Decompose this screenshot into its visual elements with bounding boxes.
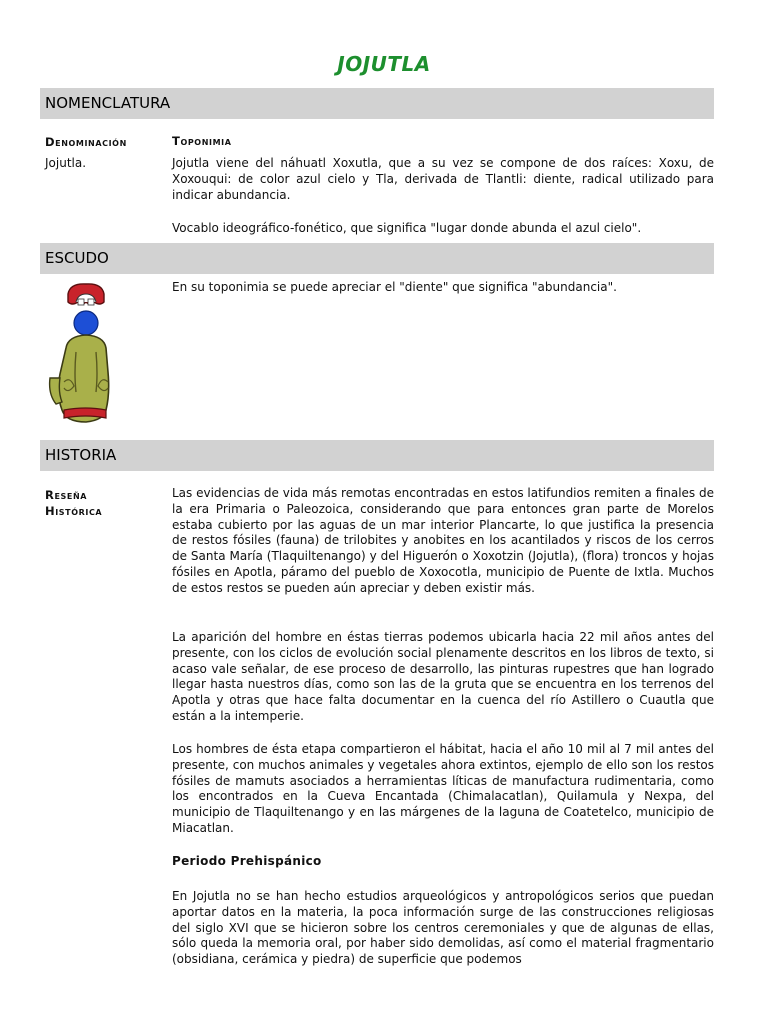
toponimia-label: Toponimia bbox=[172, 134, 232, 148]
toponimia-paragraph-2: Vocablo ideográfico-fonético, que significa "lugar donde abunda el azul cielo". bbox=[172, 221, 642, 235]
escudo-description: En su toponimia se puede apreciar el "diente" que significa "abundancia". bbox=[172, 280, 617, 294]
page-title: JOJUTLA bbox=[337, 52, 431, 76]
resena-historica-label bbox=[45, 487, 102, 519]
jojutla-glyph-icon bbox=[46, 282, 110, 430]
denominacion-value: Jojutla. bbox=[45, 156, 87, 170]
prehispanico-paragraph: En Jojutla no se han hecho estudios arqueológicos y antropológicos serios que puedan aportar datos en la materia, la poca información surge de las construcciones religiosas del siglo XVI que se hicieron sobre los centros ceremoniales y que de algunas de ellas, sólo queda la memoria oral, por haber sido demolidas, así como el material fragmentario (obsidiana, cerámica y piedra) de superficie que podemos bbox=[172, 889, 714, 967]
historia-paragraph-3: Los hombres de ésta etapa compartieron el hábitat, hacia el año 10 mil al 7 mil antes del presente, con muchos animales y vegetales ahora extintos, ejemplo de ello son los restos fósiles de mamuts asociados a herramientas líticas de manufactura rudimentaria, como los encontrados en la Cueva Encantada (Chimalacatlan), Quilamula y Nexpa, del municipio de Tlaquiltenango y en las márgenes de la laguna de Coatetelco, municipio de Miacatlan. bbox=[172, 742, 714, 835]
toponimia-paragraph-1: Jojutla viene del náhuatl Xoxutla, que a su vez se compone de dos raíces: Xoxu, de Xoxouqui: de color azul cielo y Tla, derivada de Tlantli: diente, radical utilizado para indicar abundancia. bbox=[172, 156, 714, 202]
subheading-periodo-prehispanico: Periodo Prehispánico bbox=[172, 854, 322, 868]
denominacion-label: Denominación bbox=[45, 135, 127, 149]
resena-label-line2: Histórica bbox=[45, 504, 103, 518]
section-header-historia: HISTORIA bbox=[40, 440, 714, 471]
historia-paragraph-2: La aparición del hombre en éstas tierras podemos ubicarla hacia 22 mil años antes del presente, con los ciclos de evolución social plenamente descritos en los libros de texto, si acaso vale señalar, de ese proceso de desarrollo, las pinturas rupestres que han logrado llegar hasta nuestros días, como son las de la gruta que se encuentra en los terrenos del Apotla y otras que hace falta documentar en la cuenca del río Astillero o Cuautla que están a la intemperie. bbox=[172, 630, 714, 723]
historia-paragraph-1: Las evidencias de vida más remotas encontradas en estos latifundios remiten a finales de la era Primaria o Paleozoica, considerando que para entonces gran parte de Morelos estaba cubierto por las aguas de un mar interior Plancarte, lo que justifica la presencia de restos fósiles (fauna) de trilobites y anobites en los acantilados y riscos de los cerros de Santa María (Tlaquiltenango) y del Higuerón o Xoxotzin (Jojutla), (flora) troncos y hojas fósiles en Apotla, páramo del pueblo de Xoxocotla, municipio de Puente de Ixtla. Muchos de estos restos se pueden aún apreciar y deben existir más. bbox=[172, 486, 714, 595]
resena-label-line1: Reseña bbox=[45, 488, 88, 502]
section-header-escudo: ESCUDO bbox=[40, 243, 714, 274]
section-header-nomenclatura: NOMENCLATURA bbox=[40, 88, 714, 119]
